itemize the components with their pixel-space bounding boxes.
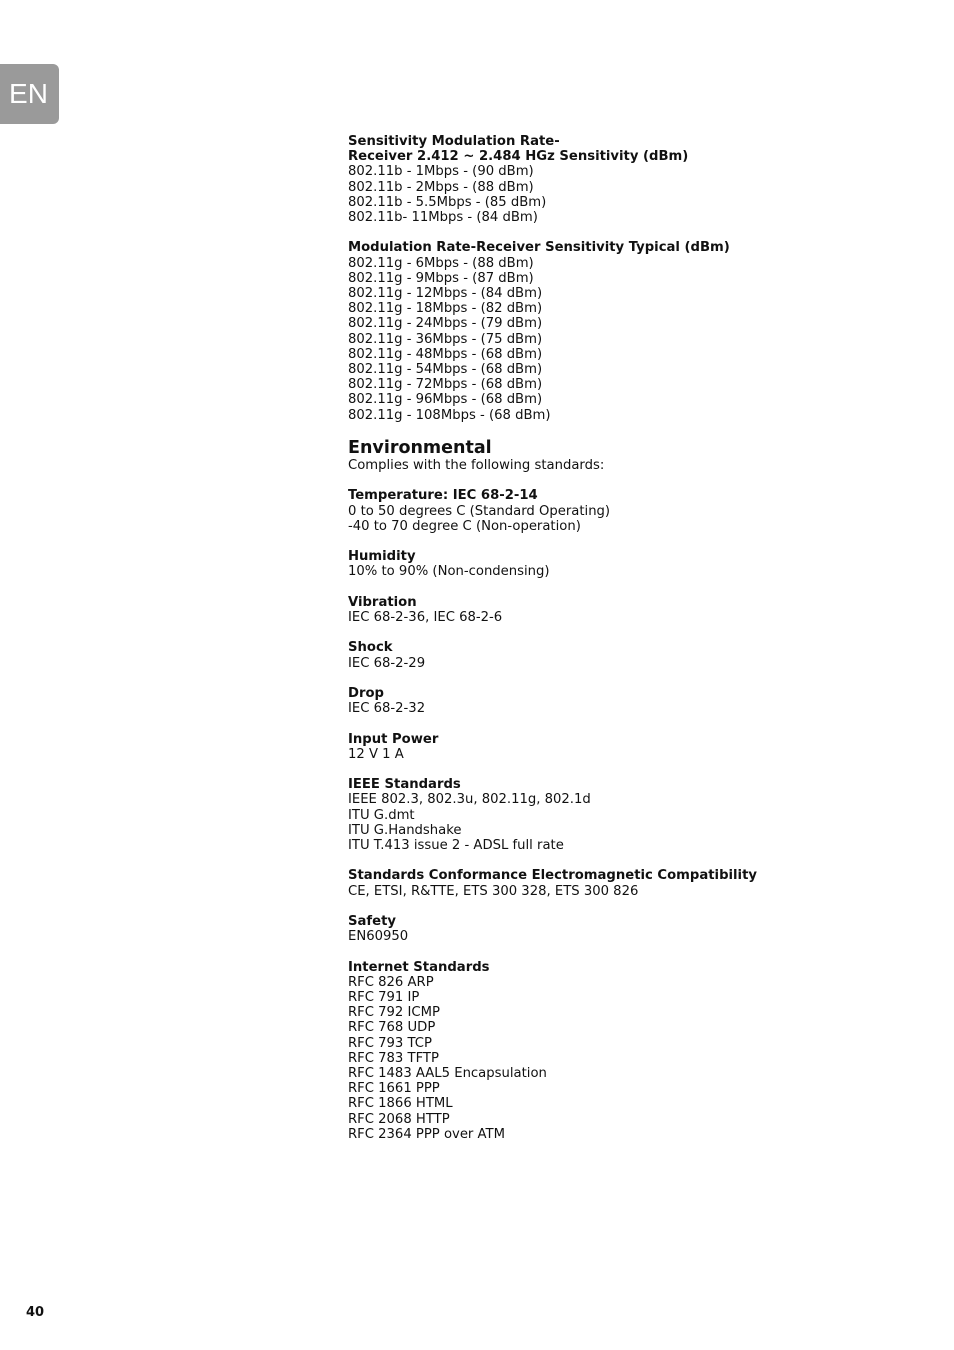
spec-block bbox=[348, 549, 908, 579]
spec-line: 10% to 90% (Non-condensing) bbox=[348, 564, 550, 580]
spec-line: 802.11g - 96Mbps - (68 dBm) bbox=[348, 392, 543, 408]
spec-heading: Shock bbox=[348, 640, 393, 656]
spec-line: RFC 792 ICMP bbox=[348, 1005, 440, 1021]
environmental-intro: Complies with the following standards: bbox=[348, 458, 605, 474]
spec-heading: Temperature: IEC 68-2-14 bbox=[348, 488, 538, 504]
spec-line: IEC 68-2-32 bbox=[348, 701, 426, 717]
spec-line: RFC 1483 AAL5 Encapsulation bbox=[348, 1066, 547, 1081]
spec-line: 802.11g - 72Mbps - (68 dBm) bbox=[348, 377, 543, 393]
spec-line: -40 to 70 degree C (Non-operation) bbox=[348, 518, 581, 534]
spec-content bbox=[348, 134, 908, 1157]
spec-heading: Standards Conformance Electromagnetic Compatibility bbox=[348, 868, 757, 884]
spec-block bbox=[348, 640, 908, 670]
spec-line: RFC 2068 HTTP bbox=[348, 1111, 450, 1127]
spec-line: 802.11g - 18Mbps - (82 dBm) bbox=[348, 301, 543, 317]
spec-block bbox=[348, 488, 908, 534]
spec-line: 802.11g - 48Mbps - (68 dBm) bbox=[348, 346, 543, 362]
spec-line: IEC 68-2-29 bbox=[348, 655, 426, 671]
spec-line: RFC 2364 PPP over ATM bbox=[348, 1126, 505, 1142]
spec-block bbox=[348, 240, 908, 422]
spec-block bbox=[348, 777, 908, 853]
spec-line: IEEE 802.3, 802.3u, 802.11g, 802.1d bbox=[348, 792, 591, 808]
spec-line: RFC 783 TFTP bbox=[348, 1050, 439, 1066]
spec-line: 12 V 1 A bbox=[348, 746, 404, 762]
spec-line: RFC 1866 HTML bbox=[348, 1096, 453, 1112]
spec-line: CE, ETSI, R&TTE, ETS 300 328, ETS 300 826 bbox=[348, 883, 639, 899]
spec-block bbox=[348, 732, 908, 762]
spec-heading: Drop bbox=[348, 686, 384, 701]
spec-heading: Internet Standards bbox=[348, 959, 490, 975]
spec-heading: Vibration bbox=[348, 594, 417, 610]
spec-heading: IEEE Standards bbox=[348, 777, 461, 793]
spec-line: 802.11g - 9Mbps - (87 dBm) bbox=[348, 270, 534, 286]
language-tab-label: EN bbox=[9, 78, 48, 109]
spec-line: RFC 768 UDP bbox=[348, 1020, 436, 1036]
spec-heading: Safety bbox=[348, 913, 396, 929]
environmental-title: Environmental bbox=[348, 438, 492, 459]
spec-line: 802.11b - 1Mbps - (90 dBm) bbox=[348, 164, 534, 180]
spec-heading: Modulation Rate-Receiver Sensitivity Typical (dBm) bbox=[348, 240, 730, 256]
spec-block bbox=[348, 686, 908, 716]
spec-line: 802.11g - 36Mbps - (75 dBm) bbox=[348, 331, 543, 347]
spec-heading: Receiver 2.412 ~ 2.484 HGz Sensitivity (dBm) bbox=[348, 149, 689, 165]
spec-line: 802.11g - 6Mbps - (88 dBm) bbox=[348, 255, 534, 271]
spec-line: ITU G.dmt bbox=[348, 807, 415, 823]
spec-block bbox=[348, 134, 908, 225]
spec-block bbox=[348, 960, 908, 1142]
spec-line: 802.11b - 5.5Mbps - (85 dBm) bbox=[348, 194, 547, 210]
spec-block bbox=[348, 868, 908, 898]
spec-heading: Humidity bbox=[348, 549, 416, 565]
spec-line: ITU T.413 issue 2 - ADSL full rate bbox=[348, 838, 564, 853]
radio-sensitivity-section bbox=[348, 134, 908, 423]
environmental-specs bbox=[348, 488, 908, 1142]
language-tab bbox=[0, 64, 59, 124]
spec-line: ITU G.Handshake bbox=[348, 822, 462, 838]
spec-line: 802.11g - 54Mbps - (68 dBm) bbox=[348, 362, 543, 378]
spec-line: RFC 791 IP bbox=[348, 989, 420, 1005]
spec-heading: Input Power bbox=[348, 731, 439, 747]
spec-line: RFC 826 ARP bbox=[348, 974, 434, 990]
spec-line: 802.11g - 108Mbps - (68 dBm) bbox=[348, 407, 551, 423]
spec-line: EN60950 bbox=[348, 929, 409, 945]
spec-block bbox=[348, 595, 908, 625]
page-number: 40 bbox=[26, 1305, 45, 1320]
spec-line: 802.11b - 2Mbps - (88 dBm) bbox=[348, 179, 534, 195]
environmental-section bbox=[348, 438, 908, 473]
spec-line: 802.11g - 24Mbps - (79 dBm) bbox=[348, 316, 543, 332]
spec-heading: Sensitivity Modulation Rate- bbox=[348, 134, 560, 149]
spec-line: RFC 1661 PPP bbox=[348, 1081, 440, 1097]
spec-line: 802.11b- 11Mbps - (84 dBm) bbox=[348, 210, 538, 226]
spec-line: 0 to 50 degrees C (Standard Operating) bbox=[348, 503, 611, 519]
spec-line: RFC 793 TCP bbox=[348, 1035, 432, 1051]
spec-block bbox=[348, 914, 908, 944]
spec-line: IEC 68-2-36, IEC 68-2-6 bbox=[348, 610, 503, 626]
spec-line: 802.11g - 12Mbps - (84 dBm) bbox=[348, 286, 543, 302]
